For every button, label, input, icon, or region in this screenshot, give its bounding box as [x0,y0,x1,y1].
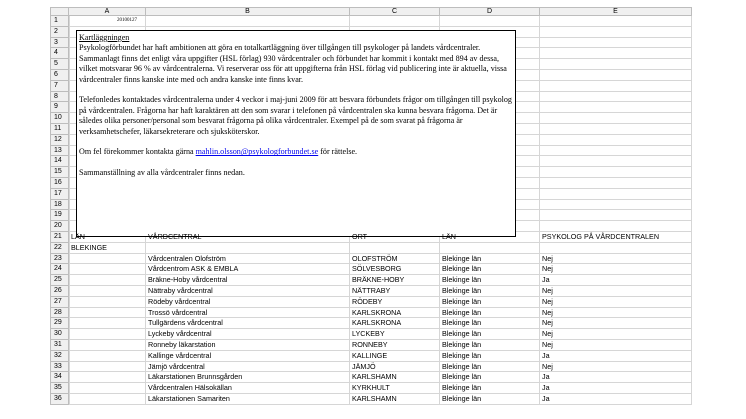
table-cell-lan[interactable]: Blekinge län [442,383,482,393]
table-cell-psykolog[interactable]: Nej [542,286,553,295]
table-cell-vardcentral[interactable]: Vårdcentrom ASK & EMBLA [148,264,239,274]
row-header-34[interactable]: 34 [50,372,69,383]
table-cell-psykolog[interactable]: Nej [542,264,553,274]
textbox-paragraph-1: Psykologförbundet har haft ambitionen att göra en totalkartläggning över tillgången till psykologer på landets vårdcentraler. Sammanlagt finns det enligt våra uppgifter (HSL förlag) 930 vårdcentraler och förbundet har kommit i kontakt med 894 av dessa, vilket motsvarar 96 % av vårdcentralerna. Vi reserverar oss för att uppgifterna från HSL förlag vid publicering inte är aktuella, vissa vårdcentraler finns kanske inte med och andra kanske inte finns kvar. [79,43,507,84]
textbox-paragraph-2: Telefonledes kontaktades vårdcentralerna under 4 veckor i maj-juni 2009 för att besvara förbundets frågor om tillgången till psykolog på vårdcentralen. Frågorna har haft karaktären att den som svarar i telefonen på vårdcentralen ska kunna besvara frågorna. Det är således olika personer/personal som besvarat frågorna på olika vårdcentraler. Exempel på de som svarat på frågorna är verksamhetschefer, läkarsekreterare och sjuksköterskor. [79,95,512,136]
table-cell-lan[interactable]: Blekinge län [442,296,482,306]
table-cell-ort[interactable]: SÖLVESBORG [352,264,402,274]
table-cell-vardcentral[interactable]: Nättraby vårdcentral [148,286,213,295]
row-header-8[interactable]: 8 [50,92,69,103]
row-header-12[interactable]: 12 [50,135,69,146]
table-cell-vardcentral[interactable]: Lyckeby vårdcentral [148,329,212,339]
kartlaggning-textbox[interactable] [76,30,516,237]
row-header-33[interactable]: 33 [50,362,69,373]
row-header-32[interactable]: 32 [50,351,69,362]
table-cell-ort[interactable]: KALLINGE [352,350,388,360]
table-cell-ort[interactable]: NÄTTRABY [352,286,391,295]
table-cell-vardcentral[interactable]: Jämjö vårdcentral [148,361,205,371]
table-cell-psykolog[interactable]: Nej [542,329,553,339]
select-all-corner[interactable] [50,7,69,16]
row-header-26[interactable]: 26 [50,286,69,297]
table-cell-ort[interactable]: JÄMJÖ [352,361,376,371]
table-cell-psykolog[interactable]: Nej [542,361,553,371]
column-header-d[interactable]: D [440,7,540,16]
row-header-28[interactable]: 28 [50,308,69,319]
contact-suffix: för rättelse. [318,147,358,157]
row-header-36[interactable]: 36 [50,394,69,405]
table-header-lan-2[interactable]: LÄN [442,232,456,241]
row-header-21[interactable]: 21 [50,232,69,243]
column-header-c[interactable]: C [350,7,440,16]
region-label-cell[interactable]: BLEKINGE [71,242,107,252]
table-cell-lan[interactable]: Blekinge län [442,372,482,382]
row-header-17[interactable]: 17 [50,189,69,200]
table-cell-lan[interactable]: Blekinge län [442,264,482,274]
table-cell-ort[interactable]: RÖDEBY [352,296,383,306]
column-header-e[interactable]: E [540,7,692,16]
row-header-25[interactable]: 25 [50,275,69,286]
table-cell-vardcentral[interactable]: Rödeby vårdcentral [148,296,211,306]
row-header-19[interactable]: 19 [50,210,69,221]
row-header-15[interactable]: 15 [50,167,69,178]
table-cell-lan[interactable]: Blekinge län [442,253,482,263]
table-cell-ort[interactable]: RONNEBY [352,340,388,349]
contact-email-link[interactable]: mahlin.olsson@psykologforbundet.se [195,147,319,157]
table-cell-lan[interactable]: Blekinge län [442,307,482,317]
table-cell-vardcentral[interactable]: Tullgärdens vårdcentral [148,318,223,328]
textbox-summary: Sammanställning av alla vårdcentraler finns nedan. [79,168,245,178]
table-cell-psykolog[interactable]: Ja [542,275,550,285]
table-cell-psykolog[interactable]: Ja [542,372,550,382]
table-cell-vardcentral[interactable]: Trossö vårdcentral [148,307,208,317]
row-header-29[interactable]: 29 [50,318,69,329]
row-header-14[interactable]: 14 [50,156,69,167]
column-header-b[interactable]: B [146,7,350,16]
gridline-vertical [69,16,70,405]
table-cell-vardcentral[interactable]: Ronneby läkarstation [148,340,216,349]
row-header-5[interactable]: 5 [50,59,69,70]
table-cell-psykolog[interactable]: Nej [542,296,553,306]
table-cell-ort[interactable]: OLOFSTRÖM [352,253,398,263]
table-cell-ort[interactable]: KARLSKRONA [352,318,402,328]
table-cell-psykolog[interactable]: Ja [542,350,550,360]
table-cell-lan[interactable]: Blekinge län [442,275,482,285]
contact-prefix: Om fel förekommer kontakta gärna [79,147,196,157]
table-header-psykolog[interactable]: PSYKOLOG PÅ VÅRDCENTRALEN [542,232,660,241]
table-cell-vardcentral[interactable]: Vårdcentralen Olofström [148,253,226,263]
table-cell-ort[interactable]: LYCKEBY [352,329,385,339]
row-header-31[interactable]: 31 [50,340,69,351]
row-header-30[interactable]: 30 [50,329,69,340]
gridline-horizontal [69,26,692,27]
table-cell-lan[interactable]: Blekinge län [442,340,482,349]
table-cell-ort[interactable]: KARLSHAMN [352,394,397,403]
row-header-9[interactable]: 9 [50,102,69,113]
table-cell-psykolog[interactable]: Ja [542,394,550,403]
row-header-3[interactable]: 3 [50,38,69,49]
table-cell-vardcentral[interactable]: Bräkne-Hoby vårdcentral [148,275,228,285]
textbox-heading: Kartläggningen [79,33,130,42]
row-header-20[interactable]: 20 [50,221,69,232]
table-cell-lan[interactable]: Blekinge län [442,329,482,339]
table-cell-psykolog[interactable]: Ja [542,383,550,393]
row-header-13[interactable]: 13 [50,146,69,157]
table-header-lan[interactable]: LÄN [71,232,85,241]
row-header-24[interactable]: 24 [50,264,69,275]
row-header-35[interactable]: 35 [50,383,69,394]
spreadsheet [50,7,692,410]
row-header-27[interactable]: 27 [50,297,69,308]
table-cell-vardcentral[interactable]: Vårdcentralen Hälsokällan [148,383,232,393]
column-header-a[interactable]: A [69,7,146,16]
row-header-7[interactable]: 7 [50,81,69,92]
table-cell-vardcentral[interactable]: Läkarstationen Samariten [148,394,230,403]
table-cell-lan[interactable]: Blekinge län [442,394,482,403]
table-cell-vardcentral[interactable]: Läkarstationen Brunnsgården [148,372,243,382]
table-cell-psykolog[interactable]: Nej [542,253,553,263]
row-header-4[interactable]: 4 [50,48,69,59]
table-cell-psykolog[interactable]: Nej [542,340,553,349]
row-header-10[interactable]: 10 [50,113,69,124]
table-cell-ort[interactable]: BRÄKNE-HOBY [352,275,405,285]
textbox-contact-line [79,147,512,157]
table-cell-lan[interactable]: Blekinge län [442,361,482,371]
row-header-1[interactable]: 1 [50,16,69,27]
table-cell-vardcentral[interactable]: Kallinge vårdcentral [148,350,212,360]
row-header-23[interactable]: 23 [50,254,69,265]
date-cell[interactable]: 20100127 [117,18,137,23]
table-cell-lan[interactable]: Blekinge län [442,318,482,328]
row-header-16[interactable]: 16 [50,178,69,189]
row-header-2[interactable]: 2 [50,27,69,38]
row-header-11[interactable]: 11 [50,124,69,135]
table-cell-lan[interactable]: Blekinge län [442,286,482,295]
table-cell-psykolog[interactable]: Nej [542,318,553,328]
table-cell-ort[interactable]: KARLSKRONA [352,307,402,317]
table-cell-ort[interactable]: KARLSHAMN [352,372,397,382]
table-cell-lan[interactable]: Blekinge län [442,350,482,360]
table-cell-ort[interactable]: KYRKHULT [352,383,390,393]
row-header-6[interactable]: 6 [50,70,69,81]
table-cell-psykolog[interactable]: Nej [542,307,553,317]
row-header-22[interactable]: 22 [50,243,69,254]
table-header-vardcentral[interactable]: VÅRDCENTRAL [148,232,202,241]
table-header-ort[interactable]: ORT [352,232,368,241]
row-header-18[interactable]: 18 [50,200,69,211]
